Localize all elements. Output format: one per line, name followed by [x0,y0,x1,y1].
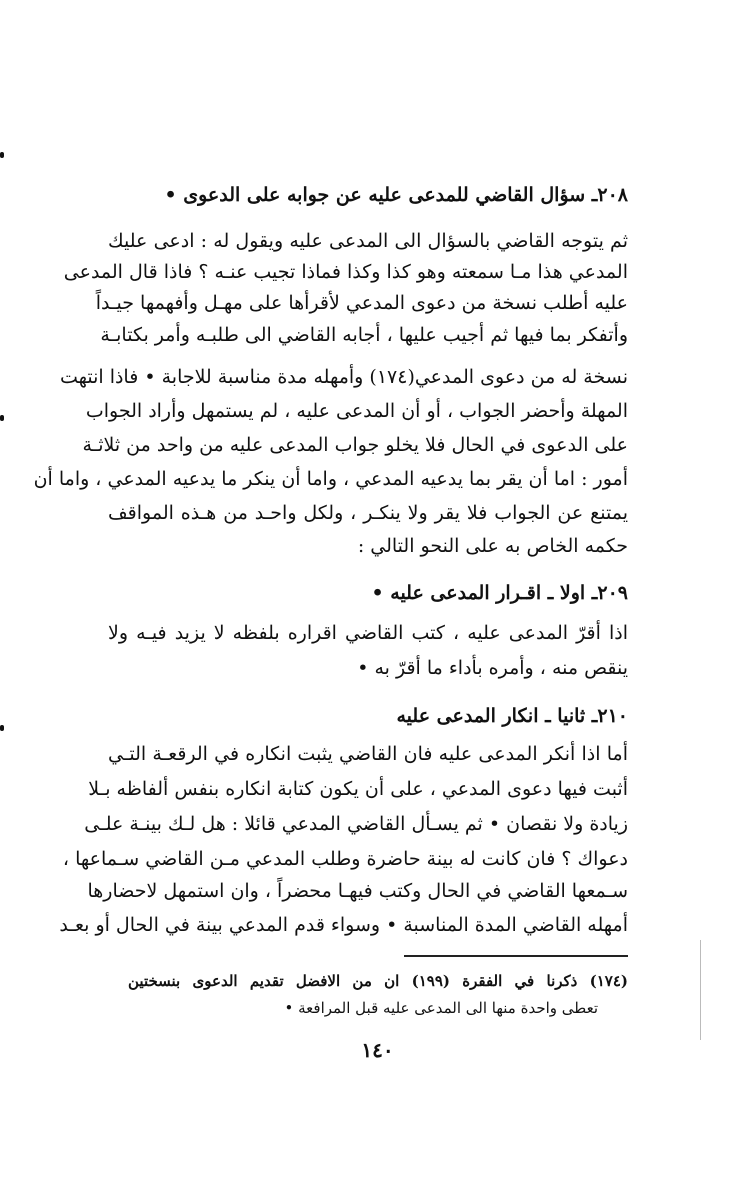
paragraph-line: أما اذا أنكر المدعى عليه فان القاضي يثبت انكاره في الرقعـة التـي [108,743,628,765]
paragraph-line: حكمه الخاص به على النحو التالي : [357,535,628,557]
paragraph-line: المدعي هذا مـا سمعته وهو كذا وكذا فماذا تجيب عنـه ؟ فاذا قال المدعى [63,261,628,283]
footnote-line: تعطى واحدة منها الى المدعى عليه قبل المرافعة • [284,999,598,1017]
footnote-rule [404,955,628,957]
paragraph-line: يمتنع عن الجواب فلا يقر ولا ينكـر ، ولكل واحـد من هـذه المواقف [108,502,628,524]
paragraph-line: دعواك ؟ فان كانت له بينة حاضرة وطلب المدعي مـن القاضي سـماعها ، [62,848,628,870]
margin-line [700,940,701,1040]
paragraph-line: زيادة ولا نقصان • ثم يسـأل القاضي المدعي قائلا : هل لـك بينـة علـى [84,813,628,835]
scan-mark [0,415,4,421]
paragraph-line: عليه أطلب نسخة من دعوى المدعي لأقرأها على مهـل وأفهمها جيـداً [95,292,628,314]
paragraph-line: وأتفكر بما فيها ثم أجيب عليها ، أجابه القاضي الى طلبـه وأمر بكتابـة [100,324,628,346]
section-209-heading: ٢٠٩ـ اولا ـ اقـرار المدعى عليه • [371,582,628,604]
paragraph-line: على الدعوى في الحال فلا يخلو جواب المدعى عليه من واحد من ثلاثـة [82,434,628,456]
paragraph-line: أمور : اما أن يقر بما يدعيه المدعي ، واما أن ينكر ما يدعيه المدعي ، واما أن [33,468,628,490]
page-number: ١٤٠ [361,1038,394,1062]
scan-mark [0,725,4,731]
section-210-heading: ٢١٠ـ ثانيا ـ انكار المدعى عليه [396,705,628,727]
scan-mark [0,152,4,158]
paragraph-line: ينقص منه ، وأمره بأداء ما أقرّ به • [357,657,628,679]
paragraph-line: ثم يتوجه القاضي بالسؤال الى المدعى عليه ويقول له : ادعى عليك [108,230,628,252]
section-208-heading: ٢٠٨ـ سؤال القاضي للمدعى عليه عن جوابه على الدعوى • [164,184,628,206]
paragraph-line: نسخة له من دعوى المدعي(١٧٤) وأمهله مدة مناسبة للاجابة • فاذا انتهت [59,366,628,388]
paragraph-line: أمهله القاضي المدة المناسبة • وسواء قدم المدعي بينة في الحال أو بعـد [59,914,628,936]
paragraph-line: سـمعها القاضي في الحال وكتب فيهـا محضراً ، وان استمهل لاحضارها [87,880,628,902]
paragraph-line: المهلة وأحضر الجواب ، أو أن المدعى عليه ، لم يستمهل وأراد الجواب [85,400,628,422]
footnote-line: (١٧٤) ذكرنا في الفقرة (١٩٩) ان من الافضل تقديم الدعوى بنسختين [128,972,628,990]
paragraph-line: اذا أقرّ المدعى عليه ، كتب القاضي اقراره بلفظه لا يزيد فيـه ولا [108,622,628,644]
paragraph-line: أثبت فيها دعوى المدعي ، على أن يكون كتابة انكاره بنفس ألفاظه بـلا [88,778,628,800]
